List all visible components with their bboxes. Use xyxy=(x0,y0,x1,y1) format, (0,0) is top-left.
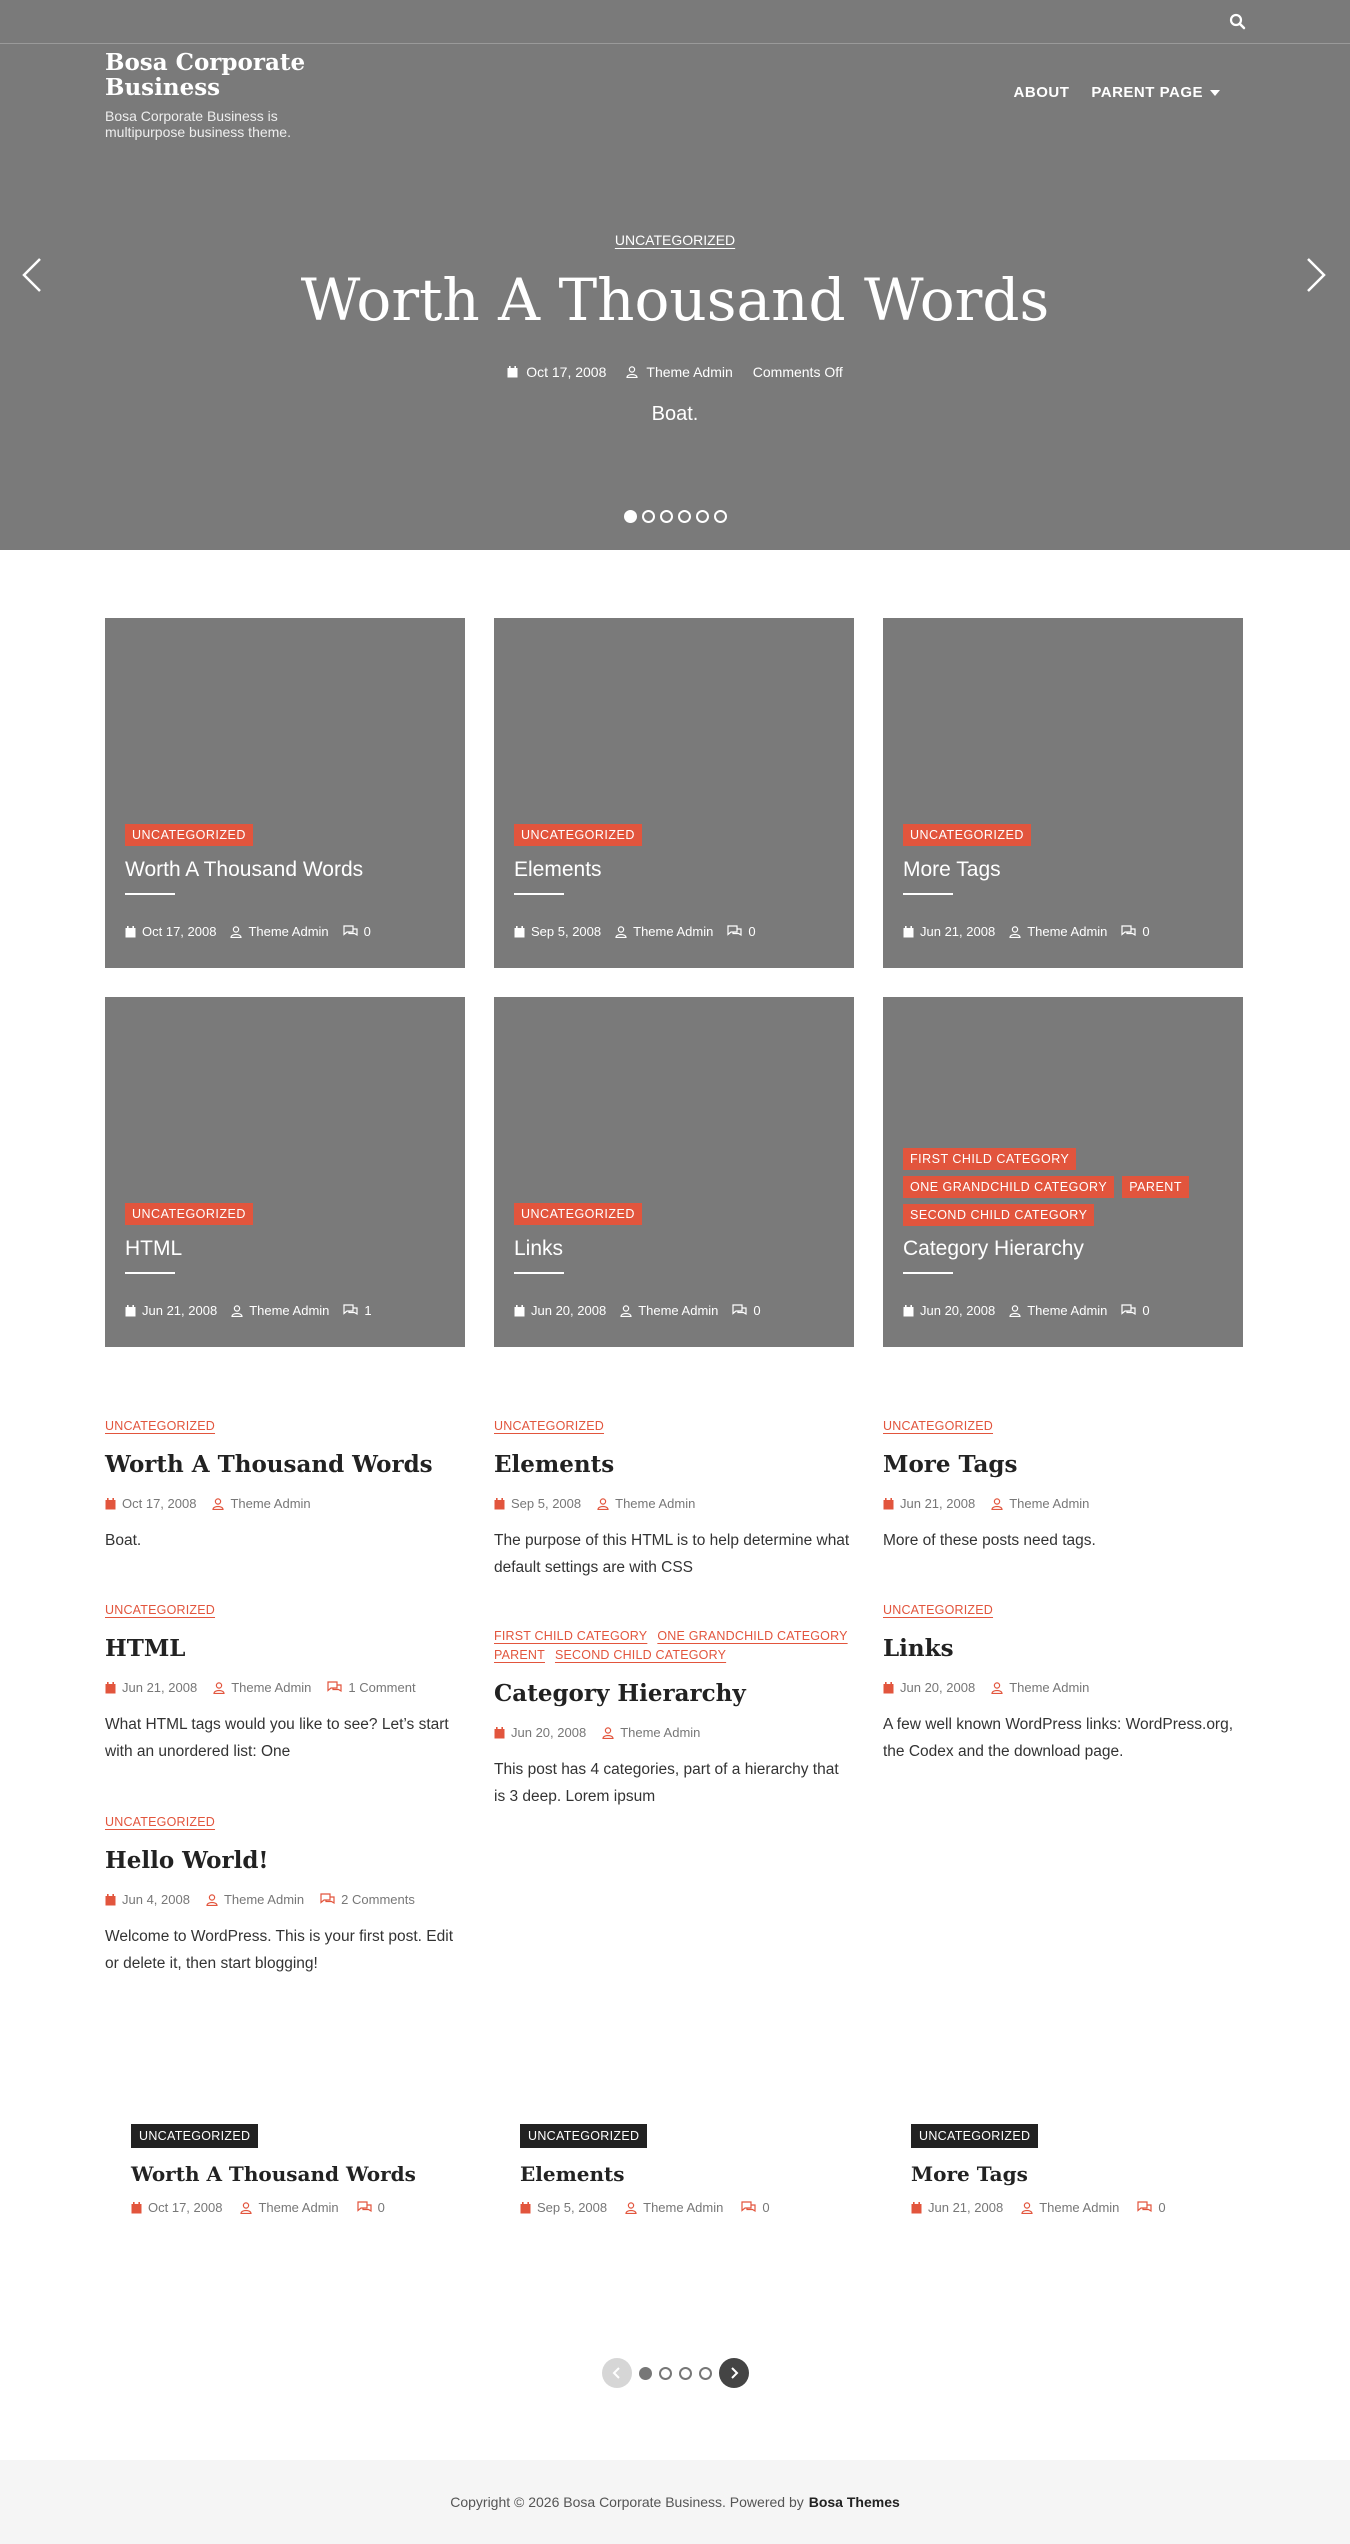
hero-author[interactable] xyxy=(626,364,732,380)
post-comments[interactable] xyxy=(727,924,755,939)
slider-post-meta xyxy=(520,2200,860,2215)
comment-icon xyxy=(727,925,742,938)
post-categories xyxy=(105,1418,465,1435)
user-icon xyxy=(626,366,638,378)
slider-post-meta xyxy=(911,2200,1251,2215)
post-date-text: Sep 5, 2008 xyxy=(531,924,602,939)
post-title[interactable]: HTML xyxy=(105,1635,186,1662)
slider-post-title[interactable]: Elements xyxy=(520,2162,625,2186)
calendar-icon xyxy=(903,1305,914,1317)
post-date[interactable] xyxy=(494,1725,586,1740)
card-title[interactable]: HTML xyxy=(125,1237,183,1260)
nav-item-about[interactable] xyxy=(1014,84,1070,101)
category-tag[interactable]: ONE GRANDCHILD CATEGORY xyxy=(903,1176,1114,1198)
hero-slider xyxy=(0,0,1350,550)
user-icon xyxy=(602,1727,614,1739)
post-meta xyxy=(883,1680,1243,1695)
category-link[interactable]: UNCATEGORIZED xyxy=(105,1603,216,1617)
footer-link[interactable]: Bosa Themes xyxy=(808,2494,900,2510)
user-icon xyxy=(240,2202,252,2214)
hero-meta xyxy=(0,364,1350,380)
post-date[interactable] xyxy=(520,2200,607,2215)
slider-dot[interactable] xyxy=(639,2367,652,2380)
slider-post-meta xyxy=(131,2200,471,2215)
hero-title[interactable]: Worth A Thousand Words xyxy=(300,266,1050,334)
calendar-icon xyxy=(514,926,525,938)
post-date-text: Jun 21, 2008 xyxy=(928,2200,1004,2215)
post-comments-text: 0 xyxy=(1142,1303,1150,1318)
slide-dot[interactable] xyxy=(696,510,709,523)
post-author[interactable] xyxy=(212,1496,310,1511)
category-tags xyxy=(514,1203,834,1225)
category-tag[interactable]: UNCATEGORIZED xyxy=(911,2124,1038,2148)
post-date-text: Oct 17, 2008 xyxy=(148,2200,223,2215)
slider-dot[interactable] xyxy=(699,2367,712,2380)
main-nav xyxy=(1014,84,1220,101)
slide-dot[interactable] xyxy=(678,510,691,523)
post-comments-text: 0 xyxy=(363,924,371,939)
post-author-text: Theme Admin xyxy=(615,1496,696,1511)
slider-post xyxy=(520,2124,860,2215)
post-author[interactable] xyxy=(602,1725,700,1740)
user-icon xyxy=(597,1498,609,1510)
nav-item-label: PARENT PAGE xyxy=(1091,84,1203,101)
post-comments-text: 0 xyxy=(377,2200,385,2215)
title-underline xyxy=(514,893,564,895)
calendar-icon xyxy=(105,1682,116,1694)
post-item xyxy=(883,1418,1243,1554)
nav-item-label: ABOUT xyxy=(1013,84,1070,101)
footer-copyright: Copyright © 2026 Bosa Corporate Business. Powered by xyxy=(450,2494,804,2510)
post-comments-text: 0 xyxy=(753,1303,761,1318)
post-comments[interactable] xyxy=(320,1892,415,1907)
post-author-text: Theme Admin xyxy=(1039,2200,1120,2215)
post-title[interactable]: Category Hierarchy xyxy=(494,1680,746,1707)
post-author-text: Theme Admin xyxy=(1009,1496,1090,1511)
slider-prev-button[interactable] xyxy=(602,2358,632,2388)
post-date[interactable] xyxy=(494,1496,581,1511)
slider-nav xyxy=(0,2358,1350,2388)
featured-post-card[interactable] xyxy=(105,997,465,1347)
post-categories xyxy=(883,1602,1243,1619)
comment-icon xyxy=(1121,925,1136,938)
post-date[interactable] xyxy=(125,924,216,939)
category-link[interactable]: UNCATEGORIZED xyxy=(494,1419,605,1433)
category-link[interactable]: UNCATEGORIZED xyxy=(105,1419,216,1433)
featured-post-card[interactable] xyxy=(494,618,854,968)
category-tag[interactable]: SECOND CHILD CATEGORY xyxy=(903,1204,1094,1226)
post-meta xyxy=(105,1496,465,1511)
calendar-icon xyxy=(911,2202,922,2214)
post-author[interactable] xyxy=(240,2200,338,2215)
search-icon[interactable] xyxy=(1228,12,1248,32)
slide-dot[interactable] xyxy=(624,510,637,523)
post-author[interactable] xyxy=(991,1496,1089,1511)
post-date[interactable] xyxy=(911,2200,1003,2215)
post-excerpt: More of these posts need tags. xyxy=(883,1532,1096,1549)
title-underline xyxy=(903,893,953,895)
category-tag[interactable]: UNCATEGORIZED xyxy=(520,2124,647,2148)
category-tags xyxy=(903,824,1223,846)
post-date-text: Jun 20, 2008 xyxy=(511,1725,587,1740)
post-title[interactable]: Worth A Thousand Words xyxy=(105,1451,433,1478)
hero-author-text: Theme Admin xyxy=(646,364,733,380)
post-author[interactable] xyxy=(597,1496,695,1511)
category-link[interactable]: UNCATEGORIZED xyxy=(883,1603,994,1617)
calendar-icon xyxy=(131,2202,142,2214)
category-link[interactable]: UNCATEGORIZED xyxy=(105,1815,216,1829)
category-tag[interactable]: UNCATEGORIZED xyxy=(514,824,642,846)
post-categories xyxy=(494,1418,854,1435)
nav-item-parent-page[interactable] xyxy=(1091,84,1220,101)
calendar-icon xyxy=(105,1498,116,1510)
post-excerpt: The purpose of this HTML is to help determine what default settings are with CSS xyxy=(494,1532,850,1576)
post-author[interactable] xyxy=(230,924,328,939)
post-comments[interactable] xyxy=(1121,1303,1149,1318)
post-item xyxy=(105,1814,465,1977)
post-comments-text: 0 xyxy=(748,924,756,939)
slider-post xyxy=(131,2124,471,2215)
comment-icon xyxy=(343,925,358,938)
hero-pagination xyxy=(0,510,1350,523)
post-comments[interactable] xyxy=(1121,924,1149,939)
post-date[interactable] xyxy=(105,1680,197,1695)
chevron-left-icon xyxy=(612,2367,622,2379)
post-author-text: Theme Admin xyxy=(249,1303,330,1318)
category-tags xyxy=(125,1203,445,1225)
calendar-icon xyxy=(514,1305,525,1317)
post-comments-text: 0 xyxy=(1142,924,1150,939)
slide-dot[interactable] xyxy=(714,510,727,523)
site-description: Bosa Corporate Business is multipurpose business theme. xyxy=(105,108,291,140)
category-tag[interactable]: PARENT xyxy=(1122,1176,1189,1198)
slider-next-button[interactable] xyxy=(719,2358,749,2388)
featured-post-card[interactable] xyxy=(883,997,1243,1347)
category-tags xyxy=(514,824,834,846)
user-icon xyxy=(1009,1305,1021,1317)
post-title[interactable]: Hello World! xyxy=(105,1847,269,1874)
user-icon xyxy=(206,1894,218,1906)
post-item xyxy=(105,1418,465,1554)
category-tag[interactable]: FIRST CHILD CATEGORY xyxy=(903,1148,1076,1170)
post-author[interactable] xyxy=(1021,2200,1119,2215)
post-date-text: Jun 20, 2008 xyxy=(920,1303,996,1318)
calendar-icon xyxy=(125,926,136,938)
post-meta xyxy=(494,1496,854,1511)
title-underline xyxy=(125,1272,175,1274)
slider-dot[interactable] xyxy=(679,2367,692,2380)
post-comments-text: 2 Comments xyxy=(341,1892,415,1907)
post-excerpt: Welcome to WordPress. This is your first post. Edit or delete it, then start blogging! xyxy=(105,1928,454,1972)
post-author-text: Theme Admin xyxy=(1027,924,1108,939)
post-comments[interactable] xyxy=(357,2200,385,2215)
user-icon xyxy=(625,2202,637,2214)
card-meta xyxy=(125,924,371,939)
category-tag[interactable]: UNCATEGORIZED xyxy=(131,2124,258,2148)
user-icon xyxy=(1009,926,1021,938)
post-comments-text: 0 xyxy=(762,2200,770,2215)
post-author-text: Theme Admin xyxy=(248,924,329,939)
category-link[interactable]: SECOND CHILD CATEGORY xyxy=(554,1648,727,1662)
card-title[interactable]: Worth A Thousand Words xyxy=(125,858,364,881)
calendar-icon xyxy=(494,1727,505,1739)
post-title[interactable]: Elements xyxy=(494,1451,615,1478)
post-date[interactable] xyxy=(903,924,995,939)
post-date-text: Jun 4, 2008 xyxy=(122,1892,190,1907)
category-tags xyxy=(903,1148,1223,1226)
user-icon xyxy=(620,1305,632,1317)
user-icon xyxy=(231,1305,243,1317)
post-meta xyxy=(105,1680,465,1695)
post-comments-text: 1 Comment xyxy=(348,1680,416,1695)
slider-post-title[interactable]: Worth A Thousand Words xyxy=(131,2162,416,2186)
post-comments[interactable] xyxy=(1137,2200,1165,2215)
calendar-icon xyxy=(507,366,518,378)
post-comments-text: 1 xyxy=(364,1303,372,1318)
user-icon xyxy=(1021,2202,1033,2214)
post-date[interactable] xyxy=(105,1892,190,1907)
post-excerpt: What HTML tags would you like to see? Let’s start with an unordered list: One xyxy=(105,1716,449,1760)
post-date[interactable] xyxy=(883,1680,975,1695)
post-comments[interactable] xyxy=(343,1303,371,1318)
hero-date[interactable] xyxy=(507,364,606,380)
hero-category xyxy=(0,232,1350,250)
post-author[interactable] xyxy=(991,1680,1089,1695)
user-icon xyxy=(615,926,627,938)
comment-icon xyxy=(1121,1304,1136,1317)
hero-comments: Comments Off xyxy=(752,364,843,380)
post-meta xyxy=(883,1496,1243,1511)
comment-icon xyxy=(320,1893,335,1906)
category-link[interactable]: FIRST CHILD CATEGORY xyxy=(494,1629,648,1643)
post-categories xyxy=(494,1628,854,1664)
calendar-icon xyxy=(520,2202,531,2214)
slider-dot[interactable] xyxy=(659,2367,672,2380)
post-date-text: Jun 21, 2008 xyxy=(142,1303,218,1318)
post-author-text: Theme Admin xyxy=(223,1892,305,1907)
post-date-text: Oct 17, 2008 xyxy=(122,1496,197,1511)
category-tag[interactable]: UNCATEGORIZED xyxy=(903,824,1031,846)
post-categories xyxy=(105,1602,465,1619)
slider-post xyxy=(911,2124,1251,2215)
post-author-text: Theme Admin xyxy=(643,2200,724,2215)
card-meta xyxy=(903,1303,1150,1318)
calendar-icon xyxy=(125,1305,136,1317)
comment-icon xyxy=(741,2201,756,2214)
post-date[interactable] xyxy=(125,1303,217,1318)
post-author-text: Theme Admin xyxy=(633,924,714,939)
user-icon xyxy=(212,1498,224,1510)
comment-icon xyxy=(1137,2201,1152,2214)
post-date-text: Jun 21, 2008 xyxy=(920,924,996,939)
card-title[interactable]: Category Hierarchy xyxy=(903,1237,1084,1260)
post-title[interactable]: Links xyxy=(883,1635,954,1662)
post-author-text: Theme Admin xyxy=(1027,1303,1108,1318)
post-date[interactable] xyxy=(883,1496,975,1511)
post-comments-text: 0 xyxy=(1158,2200,1166,2215)
post-date-text: Jun 21, 2008 xyxy=(122,1680,198,1695)
post-comments[interactable] xyxy=(343,924,371,939)
calendar-icon xyxy=(903,926,914,938)
hero-excerpt: Boat. xyxy=(651,403,699,425)
post-author-text: Theme Admin xyxy=(230,1496,311,1511)
post-author[interactable] xyxy=(1009,1303,1107,1318)
user-icon xyxy=(230,926,242,938)
post-date-text: Jun 21, 2008 xyxy=(900,1496,976,1511)
post-title[interactable]: More Tags xyxy=(883,1451,1018,1478)
card-meta xyxy=(514,1303,761,1318)
post-meta xyxy=(494,1725,854,1740)
post-author[interactable] xyxy=(1009,924,1107,939)
post-author[interactable] xyxy=(231,1303,329,1318)
site-footer xyxy=(0,2460,1350,2544)
post-author-text: Theme Admin xyxy=(1009,1680,1090,1695)
calendar-icon xyxy=(105,1894,116,1906)
post-author[interactable] xyxy=(620,1303,718,1318)
post-author[interactable] xyxy=(615,924,713,939)
title-underline xyxy=(903,1272,953,1274)
post-date[interactable] xyxy=(514,924,601,939)
title-underline xyxy=(125,893,175,895)
card-title[interactable]: More Tags xyxy=(903,858,1001,881)
post-date-text: Sep 5, 2008 xyxy=(537,2200,608,2215)
post-date[interactable] xyxy=(903,1303,995,1318)
post-comments[interactable] xyxy=(327,1680,415,1695)
title-underline xyxy=(514,1272,564,1274)
calendar-icon xyxy=(494,1498,505,1510)
slide-dot[interactable] xyxy=(642,510,655,523)
post-author[interactable] xyxy=(206,1892,304,1907)
caret-down-icon xyxy=(1210,90,1220,96)
post-date-text: Jun 20, 2008 xyxy=(531,1303,607,1318)
comment-icon xyxy=(357,2201,372,2214)
featured-post-card[interactable] xyxy=(494,997,854,1347)
post-excerpt: A few well known WordPress links: WordPress.org, the Codex and the download page. xyxy=(883,1716,1234,1760)
featured-post-card[interactable] xyxy=(883,618,1243,968)
category-tag[interactable]: UNCATEGORIZED xyxy=(125,1203,253,1225)
comment-icon xyxy=(327,1681,342,1694)
post-date[interactable] xyxy=(131,2200,222,2215)
category-link[interactable]: PARENT xyxy=(494,1648,545,1662)
user-icon xyxy=(991,1498,1003,1510)
card-title[interactable]: Links xyxy=(514,1237,564,1260)
comment-icon xyxy=(343,1304,358,1317)
post-excerpt: Boat. xyxy=(105,1532,142,1549)
post-date-text: Jun 20, 2008 xyxy=(900,1680,976,1695)
post-item xyxy=(105,1602,465,1765)
post-date[interactable] xyxy=(105,1496,196,1511)
site-title[interactable]: Bosa Corporate Business xyxy=(105,49,306,101)
post-excerpt: This post has 4 categories, part of a hierarchy that is 3 deep. Lorem ipsum xyxy=(494,1761,839,1805)
calendar-icon xyxy=(883,1498,894,1510)
comment-icon xyxy=(732,1304,747,1317)
post-item xyxy=(883,1602,1243,1765)
calendar-icon xyxy=(883,1682,894,1694)
post-categories xyxy=(883,1418,1243,1435)
post-comments[interactable] xyxy=(741,2200,769,2215)
user-icon xyxy=(213,1682,225,1694)
post-item xyxy=(494,1418,854,1581)
post-date-text: Sep 5, 2008 xyxy=(511,1496,582,1511)
card-title[interactable]: Elements xyxy=(514,858,602,881)
slider-post-title[interactable]: More Tags xyxy=(911,2162,1028,2186)
post-author-text: Theme Admin xyxy=(620,1725,701,1740)
post-date[interactable] xyxy=(514,1303,606,1318)
card-meta xyxy=(514,924,756,939)
user-icon xyxy=(991,1682,1003,1694)
hero-date-text: Oct 17, 2008 xyxy=(526,364,607,380)
post-item xyxy=(494,1628,854,1810)
category-tag[interactable]: UNCATEGORIZED xyxy=(514,1203,642,1225)
category-tag[interactable]: UNCATEGORIZED xyxy=(125,824,253,846)
featured-post-card[interactable] xyxy=(105,618,465,968)
category-link[interactable]: ONE GRANDCHILD CATEGORY xyxy=(657,1629,848,1643)
category-link[interactable]: UNCATEGORIZED xyxy=(883,1419,994,1433)
hero-category-link[interactable]: UNCATEGORIZED xyxy=(614,232,736,248)
post-date-text: Oct 17, 2008 xyxy=(142,924,217,939)
card-meta xyxy=(903,924,1150,939)
post-categories xyxy=(105,1814,465,1831)
card-meta xyxy=(125,1303,372,1318)
post-author[interactable] xyxy=(213,1680,311,1695)
category-tags xyxy=(125,824,445,846)
post-author-text: Theme Admin xyxy=(231,1680,312,1695)
post-comments[interactable] xyxy=(732,1303,760,1318)
chevron-right-icon xyxy=(729,2367,739,2379)
top-bar xyxy=(0,0,1350,44)
slide-dot[interactable] xyxy=(660,510,673,523)
post-author-text: Theme Admin xyxy=(258,2200,339,2215)
post-author-text: Theme Admin xyxy=(638,1303,719,1318)
post-meta xyxy=(105,1892,465,1907)
post-author[interactable] xyxy=(625,2200,723,2215)
